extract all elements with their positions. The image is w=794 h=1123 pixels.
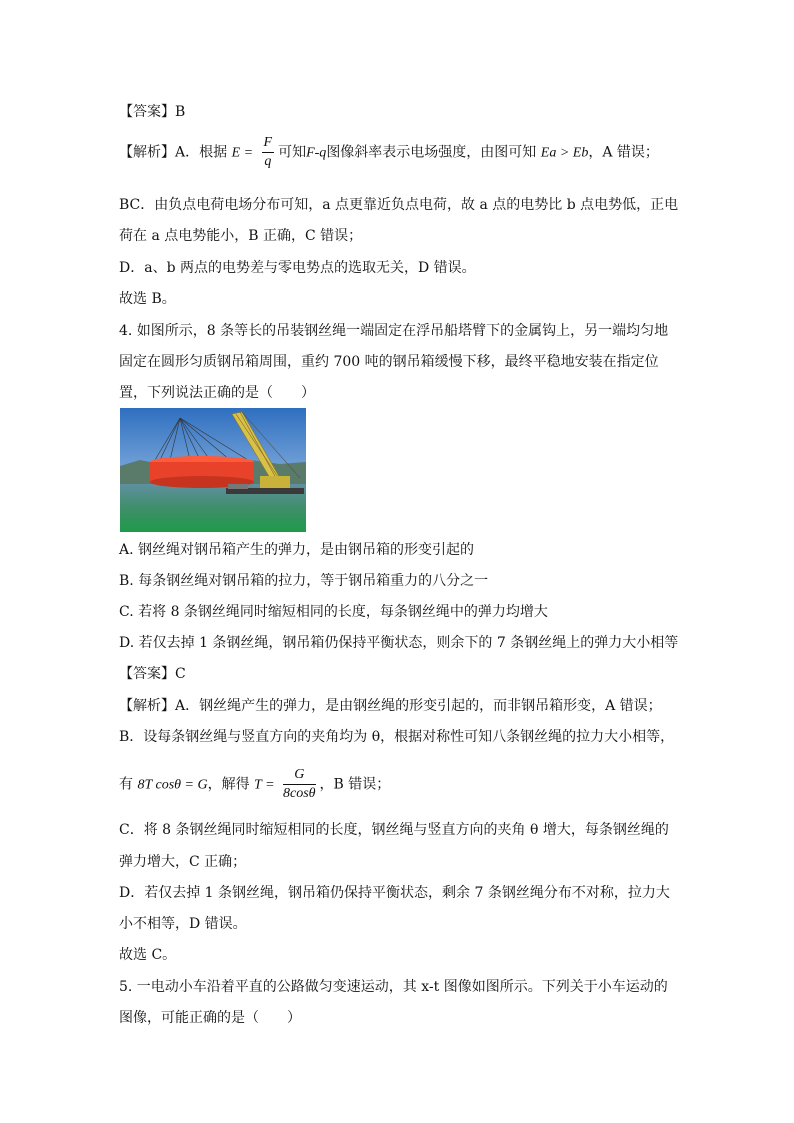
- q4-analysis-a: 【解析】A．钢丝绳产生的弹力，是由钢丝绳的形变引起的，而非钢吊箱形变，A 错误；: [119, 698, 662, 714]
- q4-option-d: D. 若仅去掉 1 条钢丝绳，钢吊箱仍保持平衡状态，则余下的 7 条钢丝绳上的弹力大小相等: [119, 635, 679, 651]
- q3-analysis-a: [119, 134, 659, 171]
- q3-answer: 【答案】B: [119, 104, 186, 120]
- analysis-a-prefix: A．根据: [175, 144, 228, 161]
- q4-analysis-c1: C．将 8 条钢丝绳同时缩短相同的长度，钢丝绳与竖直方向的夹角 θ 增大，每条钢丝绳的: [119, 822, 669, 838]
- q4-choose: 故选 C。: [119, 947, 177, 963]
- fraction-denominator: 8cosθ: [282, 786, 316, 801]
- b2-equation: 8T cosθ = G: [137, 777, 208, 793]
- fraction-numerator: G: [283, 766, 316, 785]
- q4-analysis-b1: B．设每条钢丝绳与竖直方向的夹角均为 θ，根据对称性可知八条钢丝绳的拉力大小相等，: [119, 729, 675, 745]
- q4-stem-line1: 4. 如图所示，8 条等长的吊装钢丝绳一端固定在浮吊船塔臂下的金属钩上，另一端均匀地: [119, 323, 669, 339]
- fraction-denominator: q: [264, 154, 272, 169]
- analysis-a-middle: 可知: [278, 144, 307, 161]
- q4-option-a: A. 钢丝绳对钢吊箱产生的弹力，是由钢吊箱的形变引起的: [119, 542, 475, 558]
- crane-photo: [120, 408, 306, 532]
- q3-choose: 故选 B。: [119, 291, 176, 307]
- field-inequality: Ea > Eb: [540, 145, 589, 161]
- fraction-g-over-8cos: [283, 766, 316, 803]
- q4-stem-line3: 置，下列说法正确的是（ ）: [119, 385, 315, 401]
- q4-answer: 【答案】C: [119, 666, 186, 682]
- q3-d-line: D．a、b 两点的电势差与零电势点的选取无关，D 错误。: [119, 260, 476, 276]
- q4-analysis-c2: 弹力增大，C 正确；: [119, 854, 247, 870]
- analysis-a-text: 图像斜率表示电场强度，由图可知: [326, 144, 537, 161]
- formula-e: E =: [231, 145, 254, 161]
- analysis-label: 【解析】: [119, 144, 175, 161]
- q5-stem-line1: 5. 一电动小车沿着平直的公路做匀变速运动，其 x-t 图像如图所示。下列关于小车运动的: [119, 979, 668, 995]
- b2-prefix: 有: [119, 776, 133, 793]
- b2-mid: ，解得: [207, 776, 250, 793]
- fq-label: F-q: [306, 145, 327, 161]
- fraction-numerator: F: [262, 134, 275, 153]
- q4-analysis-b2: [119, 766, 390, 803]
- q4-stem-line2: 固定在圆形匀质钢吊箱周围，重约 700 吨的钢吊箱缓慢下移，最终平稳地安装在指定位: [119, 354, 659, 370]
- q5-stem-line2: 图像，可能正确的是（ ）: [119, 1010, 301, 1026]
- analysis-a-end: ，A 错误；: [588, 144, 659, 161]
- crane-photo-illustration: [120, 408, 306, 532]
- q4-analysis-d1: D．若仅去掉 1 条钢丝绳，钢吊箱仍保持平衡状态，剩余 7 条钢丝绳分布不对称，拉力大: [119, 885, 670, 901]
- q3-bc-line2: 荷在 a 点电势能小，B 正确，C 错误；: [119, 228, 363, 244]
- q3-bc-line1: BC．由负点电荷电场分布可知，a 点更靠近负点电荷，故 a 点的电势比 b 点电势低，正电: [119, 197, 679, 213]
- q4-option-c: C. 若将 8 条钢丝绳同时缩短相同的长度，每条钢丝绳中的弹力均增大: [119, 604, 548, 620]
- b2-end: ，B 错误；: [319, 776, 391, 793]
- q4-option-b: B. 每条钢丝绳对钢吊箱的拉力，等于钢吊箱重力的八分之一: [119, 573, 489, 589]
- q4-analysis-d2: 小不相等，D 错误。: [119, 916, 247, 932]
- b2-t-label: T =: [254, 777, 275, 793]
- fraction-f-over-q: [262, 134, 275, 171]
